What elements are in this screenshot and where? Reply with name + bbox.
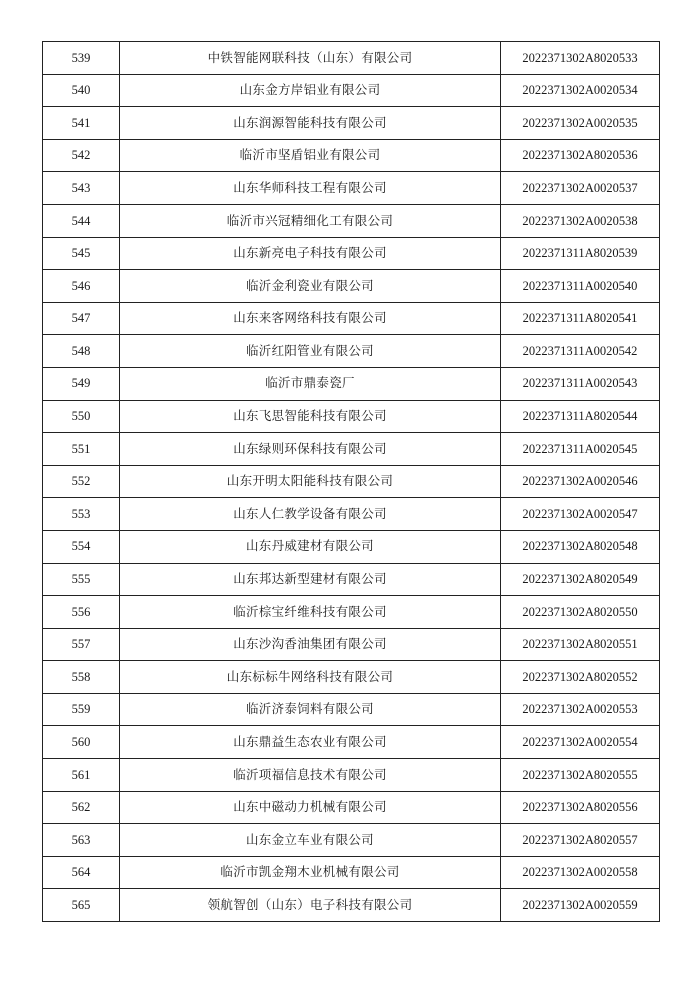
registration-code: 2022371311A8020544 [501,400,660,433]
table-row [43,465,660,498]
registration-code: 2022371311A0020542 [501,335,660,368]
registration-code: 2022371311A0020545 [501,433,660,466]
company-name: 山东鼎益生态农业有限公司 [120,726,501,759]
company-name: 山东丹威建材有限公司 [120,530,501,563]
table-row [43,107,660,140]
company-name: 临沂市兴冠精细化工有限公司 [120,204,501,237]
table-row [43,42,660,75]
company-name: 山东润源智能科技有限公司 [120,107,501,140]
company-name: 中铁智能网联科技（山东）有限公司 [120,42,501,75]
row-index: 549 [43,367,120,400]
row-index: 553 [43,498,120,531]
registration-code: 2022371302A8020552 [501,661,660,694]
company-name: 山东绿则环保科技有限公司 [120,433,501,466]
registration-code: 2022371302A8020555 [501,759,660,792]
row-index: 559 [43,693,120,726]
company-name: 山东沙沟香油集团有限公司 [120,628,501,661]
row-index: 562 [43,791,120,824]
registration-code: 2022371311A8020541 [501,302,660,335]
row-index: 564 [43,856,120,889]
registration-code: 2022371302A8020548 [501,530,660,563]
table-row [43,433,660,466]
company-name: 山东新亮电子科技有限公司 [120,237,501,270]
table-row [43,726,660,759]
table-row [43,824,660,857]
table-row [43,889,660,922]
table-row [43,172,660,205]
registration-code: 2022371302A0020547 [501,498,660,531]
row-index: 540 [43,74,120,107]
table-row [43,498,660,531]
table-row [43,74,660,107]
registration-code: 2022371311A0020540 [501,270,660,303]
table-row [43,237,660,270]
row-index: 556 [43,596,120,629]
row-index: 548 [43,335,120,368]
registration-code: 2022371302A0020537 [501,172,660,205]
table-row [43,563,660,596]
company-name: 山东飞思智能科技有限公司 [120,400,501,433]
registration-code: 2022371302A8020557 [501,824,660,857]
registration-code: 2022371302A8020550 [501,596,660,629]
row-index: 552 [43,465,120,498]
row-index: 551 [43,433,120,466]
table-row [43,400,660,433]
registration-code: 2022371311A0020543 [501,367,660,400]
company-name: 山东华师科技工程有限公司 [120,172,501,205]
row-index: 547 [43,302,120,335]
table-row [43,367,660,400]
registration-code: 2022371302A0020558 [501,856,660,889]
row-index: 557 [43,628,120,661]
row-index: 542 [43,139,120,172]
company-name: 山东邦达新型建材有限公司 [120,563,501,596]
table-row [43,302,660,335]
company-name: 山东中磁动力机械有限公司 [120,791,501,824]
row-index: 554 [43,530,120,563]
company-name: 临沂市坚盾铝业有限公司 [120,139,501,172]
row-index: 563 [43,824,120,857]
table-row [43,530,660,563]
row-index: 561 [43,759,120,792]
table-row [43,628,660,661]
table-row [43,139,660,172]
registration-code: 2022371302A0020534 [501,74,660,107]
registration-code: 2022371302A8020556 [501,791,660,824]
registration-code: 2022371302A0020554 [501,726,660,759]
company-name: 临沂棕宝纤维科技有限公司 [120,596,501,629]
company-name: 山东标标牛网络科技有限公司 [120,661,501,694]
row-index: 546 [43,270,120,303]
table-row [43,335,660,368]
table-body [43,42,660,922]
company-registry-table [42,41,660,922]
company-name: 山东金方岸铝业有限公司 [120,74,501,107]
row-index: 543 [43,172,120,205]
row-index: 555 [43,563,120,596]
registration-code: 2022371302A0020553 [501,693,660,726]
table-row [43,693,660,726]
table-row [43,270,660,303]
company-name: 山东开明太阳能科技有限公司 [120,465,501,498]
company-name: 临沂红阳管业有限公司 [120,335,501,368]
row-index: 539 [43,42,120,75]
table-row [43,791,660,824]
company-name: 山东金立车业有限公司 [120,824,501,857]
registration-code: 2022371302A8020533 [501,42,660,75]
registration-code: 2022371302A0020546 [501,465,660,498]
table-row [43,596,660,629]
registration-code: 2022371302A0020538 [501,204,660,237]
company-name: 临沂市凯金翔木业机械有限公司 [120,856,501,889]
table-row [43,856,660,889]
registration-code: 2022371302A0020535 [501,107,660,140]
registration-code: 2022371302A8020551 [501,628,660,661]
company-name: 临沂济泰饲料有限公司 [120,693,501,726]
row-index: 541 [43,107,120,140]
registration-code: 2022371302A8020549 [501,563,660,596]
company-name: 临沂金利瓷业有限公司 [120,270,501,303]
row-index: 565 [43,889,120,922]
row-index: 550 [43,400,120,433]
registration-code: 2022371311A8020539 [501,237,660,270]
company-name: 山东人仁教学设备有限公司 [120,498,501,531]
registration-code: 2022371302A0020559 [501,889,660,922]
row-index: 560 [43,726,120,759]
row-index: 558 [43,661,120,694]
row-index: 544 [43,204,120,237]
table-row [43,661,660,694]
company-name: 山东来客网络科技有限公司 [120,302,501,335]
table-row [43,759,660,792]
row-index: 545 [43,237,120,270]
company-name: 临沂项福信息技术有限公司 [120,759,501,792]
company-name: 领航智创（山东）电子科技有限公司 [120,889,501,922]
table-row [43,204,660,237]
registration-code: 2022371302A8020536 [501,139,660,172]
company-name: 临沂市鼎泰瓷厂 [120,367,501,400]
